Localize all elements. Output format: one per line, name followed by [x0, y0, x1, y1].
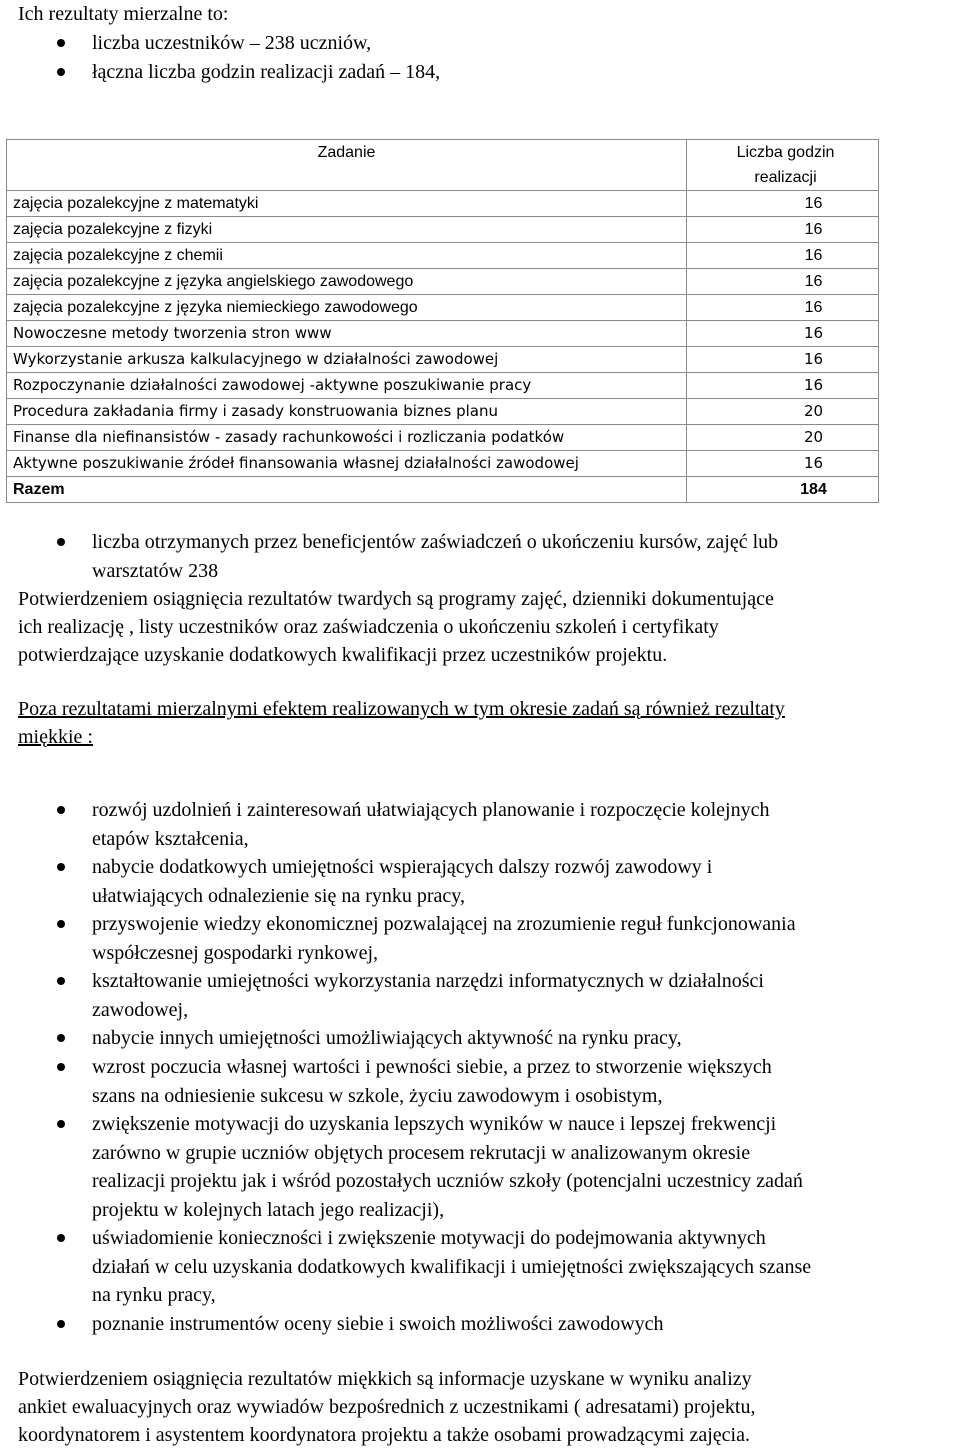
table-row [7, 425, 879, 451]
total-label: Razem [7, 477, 687, 503]
bullet-icon [57, 39, 65, 47]
soft-result-line: współczesnej gospodarki rynkowej, [92, 941, 379, 964]
soft-result-line: szans na odniesienie sukcesu w szkole, życiu zawodowym i osobistym, [92, 1084, 663, 1107]
confirm-hard-line: ich realizację , listy uczestników oraz zaświadczenia o ukończeniu szkoleń i certyfikaty [18, 616, 719, 638]
table-row [7, 243, 879, 269]
task-hours: 16 [687, 243, 879, 269]
task-name: Wykorzystanie arkusza kalkulacyjnego w działalności zawodowej [7, 347, 687, 373]
bullet-icon [57, 1034, 65, 1042]
task-name: Rozpoczynanie działalności zawodowej -aktywne poszukiwanie pracy [7, 373, 687, 399]
task-hours: 16 [687, 321, 879, 347]
bullet-icon [57, 920, 65, 928]
table-row [7, 373, 879, 399]
soft-result-line: poznanie instrumentów oceny siebie i swoich możliwości zawodowych [92, 1313, 664, 1335]
bullet-icon [57, 806, 65, 814]
task-hours: 16 [687, 347, 879, 373]
task-name: zajęcia pozalekcyjne z chemii [7, 243, 687, 269]
soft-result-line: realizacji projektu jak i wśród pozostałych uczniów szkoły (potencjalni uczestnicy zadań [92, 1170, 803, 1193]
soft-result-line: nabycie innych umiejętności umożliwiających aktywność na rynku pracy, [92, 1027, 682, 1049]
task-hours: 16 [687, 269, 879, 295]
table-row [7, 269, 879, 295]
task-name: Aktywne poszukiwanie źródeł finansowania własnej działalności zawodowej [7, 451, 687, 477]
task-hours: 16 [687, 451, 879, 477]
bullet-icon [57, 1234, 65, 1242]
table-row [7, 191, 879, 217]
soft-heading: miękkie : [18, 726, 93, 748]
soft-result-line: na rynku pracy, [92, 1284, 216, 1307]
confirm-soft-line: ankiet ewaluacyjnych oraz wywiadów bezpośrednich z uczestnikami ( adresatami) projektu, [18, 1396, 756, 1418]
soft-result-line: przyswojenie wiedzy ekonomicznej pozwalającej na zrozumienie reguł funkcjonowania [92, 913, 796, 935]
table-row [7, 295, 879, 321]
table-row [7, 217, 879, 243]
soft-result-line: działań w celu uzyskania dodatkowych kwalifikacji i umiejętności zwiększających szanse [92, 1255, 812, 1278]
intro-text: Ich rezultaty mierzalne to: [18, 3, 229, 25]
table-row [7, 347, 879, 373]
task-hours: 16 [687, 373, 879, 399]
table-row [7, 451, 879, 477]
bullet-icon [57, 1063, 65, 1071]
task-name: Nowoczesne metody tworzenia stron www [7, 321, 687, 347]
task-name: zajęcia pozalekcyjne z języka angielskiego zawodowego [7, 269, 687, 295]
soft-result-line: zarówno w grupie uczniów objętych procesem rekrutacji w analizowanym okresie [92, 1141, 751, 1164]
task-hours: 16 [687, 191, 879, 217]
task-name: zajęcia pozalekcyjne z języka niemieckiego zawodowego [7, 295, 687, 321]
task-name: Procedura zakładania firmy i zasady konstruowania biznes planu [7, 399, 687, 425]
header-hours: Liczba godzin realizacji [687, 140, 879, 191]
bullet-icon [57, 863, 65, 871]
total-value: 184 [687, 477, 879, 503]
tasks-table [6, 139, 879, 503]
confirm-hard-line: Potwierdzeniem osiągnięcia rezultatów twardych są programy zajęć, dzienniki dokumentujące [18, 588, 774, 610]
confirm-hard-line: potwierdzające uzyskanie dodatkowych kwalifikacji przez uczestników projektu. [18, 644, 668, 666]
task-hours: 16 [687, 295, 879, 321]
bullet-icon [57, 1120, 65, 1128]
soft-result-line: nabycie dodatkowych umiejętności wspierających dalszy rozwój zawodowy i [92, 856, 713, 878]
bullet-icon [57, 538, 65, 546]
task-name: zajęcia pozalekcyjne z fizyki [7, 217, 687, 243]
soft-result-line: wzrost poczucia własnej wartości i pewności siebie, a przez to stworzenie większych [92, 1056, 772, 1078]
task-name: Finanse dla niefinansistów - zasady rachunkowości i rozliczania podatków [7, 425, 687, 451]
soft-heading: Poza rezultatami mierzalnymi efektem realizowanych w tym okresie zadań są również rezultaty [18, 698, 785, 720]
task-name: zajęcia pozalekcyjne z matematyki [7, 191, 687, 217]
table-row [7, 321, 879, 347]
table-total-row [7, 477, 879, 503]
bullet-icon [57, 1320, 65, 1328]
soft-result-line: etapów kształcenia, [92, 827, 249, 850]
header-task: Zadanie [7, 140, 687, 191]
table-header-row [7, 140, 879, 191]
bullet-icon [57, 977, 65, 985]
soft-result-line: ułatwiających odnalezienie się na rynku pracy, [92, 884, 465, 907]
soft-result-line: rozwój uzdolnień i zainteresowań ułatwiających planowanie i rozpoczęcie kolejnych [92, 799, 770, 821]
soft-result-line: kształtowanie umiejętności wykorzystania narzędzi informatycznych w działalności [92, 970, 764, 992]
confirm-soft-line: Potwierdzeniem osiągnięcia rezultatów miękkich są informacje uzyskane w wyniku analizy [18, 1368, 752, 1390]
soft-result-line: uświadomienie konieczności i zwiększenie motywacji do podejmowania aktywnych [92, 1227, 766, 1249]
bullet-icon [57, 68, 65, 76]
table-row [7, 399, 879, 425]
soft-result-line: projektu w kolejnych latach jego realizacji), [92, 1199, 445, 1222]
confirm-soft-line: koordynatorem i asystentem koordynatora projektu a także osobami prowadzącymi zajęcia. [18, 1424, 750, 1446]
document-page: Ich rezultaty mierzalne to: liczba uczestników – 238 uczniów, łączna liczba godzin realizacji zadań – 184, Zadanie Liczba godzin realizacji zajęcia pozalekcyjne z matematyki 16 zajęcia pozalekcyjne z fizyki 16 zajęcia pozalekcyjne z chemii 16 zajęcia pozalekcyjne z języka angielskiego zawodowego 16 zajęcia pozalekcyjne z języka niemieckiego zawodowego 16 Nowoczesne metody tworzenia stron www 16 Wykorzystanie arkusza kalkulacyjnego w działalności zawodowej 16 Rozpoczynanie działalności zawodowej -aktywne poszukiwanie pracy 16 Procedura zakładania firmy i zasady konstruowania biznes planu 20 Finanse dla niefinansistów - zasady rachunkowości i rozliczania podatków 20 Aktywne poszukiwanie źródeł finansowania własnej działalności zawodowej 16 Razem 184 liczba otrzymanych przez beneficjentów zaświadczeń o ukończeniu kursów, zajęć lub warsztatów 238 Potwierdzeniem osiągnięcia rezultatów twardych są programy zajęć, dzienniki dokumentujące ich realizację , listy uczestników oraz zaświadczenia o ukończeniu szkoleń i certyfikaty potwierdzające uzyskanie dodatkowych kwalifikacji przez uczestników projektu. Poza rezultatami mierzalnymi efektem realizowanych w tym okresie zadań są również rezultaty miękkie : rozwój uzdolnień i zainteresowań ułatwiających planowanie i rozpoczęcie kolejnych etapów kształcenia, nabycie dodatkowych umiejętności wspierających dalszy rozwój zawodowy i ułatwiających odnalezienie się na rynku pracy, przyswojenie wiedzy ekonomicznej pozwalającej na zrozumienie reguł funkcjonowania współczesnej gospodarki rynkowej, kształtowanie umiejętności wykorzystania narzędzi informatycznych w działalności zawodowej, nabycie innych umiejętności umożliwiających aktywność na rynku pracy, wzrost poczucia własnej wartości i pewności siebie, a przez to stworzenie większych szans na odniesienie sukcesu w szkole, życiu zawodowym i osobistym, zwiększenie motywacji do uzyskania lepszych wyników w nauce i lepszej frekwencji zarówno w grupie uczniów objętych procesem rekrutacji w analizowanym okresie realizacji projektu jak i wśród pozostałych uczniów szkoły (potencjalni uczestnicy zadań projektu w kolejnych latach jego realizacji), uświadomienie konieczności i zwiększenie motywacji do podejmowania aktywnych działań w celu uzyskania dodatkowych kwalifikacji i umiejętności zwiększających szanse na rynku pracy, poznanie instrumentów oceny siebie i swoich możliwości zawodowych Potwierdzeniem osiągnięcia rezultatów miękkich są informacje uzyskane w wyniku analizy ankiet ewaluacyjnych oraz wywiadów bezpośrednich z uczestnikami ( adresatami) projektu, koordynatorem i asystentem koordynatora projektu a także osobami prowadzącymi zajęcia. [0, 0, 960, 1446]
soft-result-line: zawodowej, [92, 998, 189, 1021]
soft-result-line: zwiększenie motywacji do uzyskania lepszych wyników w nauce i lepszej frekwencji [92, 1113, 777, 1135]
task-hours: 16 [687, 217, 879, 243]
task-hours: 20 [687, 399, 879, 425]
task-hours: 20 [687, 425, 879, 451]
